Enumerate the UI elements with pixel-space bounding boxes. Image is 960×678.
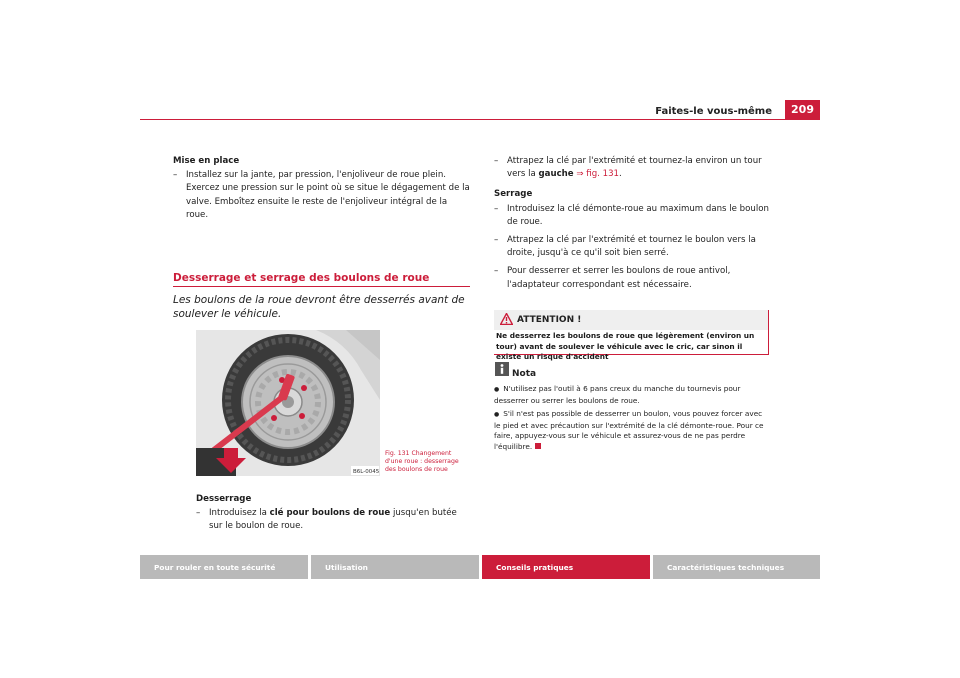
list-item <box>494 155 769 181</box>
list-item-text-pre: Introduisez la <box>209 508 270 519</box>
warning-text: Ne desserrez les boulons de roue que légèrement (environ un tour) avant de soulever le véhicule avec le cric, car sinon il existe un risque d'accident <box>496 331 755 361</box>
list-item-text-bold: gauche <box>538 169 574 180</box>
warning-title: ATTENTION ! <box>517 315 582 325</box>
warning-triangle-icon <box>500 313 513 325</box>
nota-item <box>494 384 769 406</box>
footer-tab-utilisation[interactable]: Utilisation <box>311 555 479 579</box>
dash: – <box>173 170 178 181</box>
list-item <box>196 507 470 533</box>
page-header-title: Faites-le vous-même <box>655 106 772 117</box>
page-number: 209 <box>785 100 820 119</box>
nota-text: N'utilisez pas l'outil à 6 pans creux du manche du tournevis pour desserrer ou serrer les boulons de roue. <box>494 384 741 405</box>
list-item-text: Pour desserrer et serrer les boulons de roue antivol, l'adaptateur correspondant est nécessaire. <box>507 266 731 290</box>
mise-en-place-block <box>173 155 470 227</box>
footer-tab-conseils[interactable]: Conseils pratiques <box>482 555 650 579</box>
section-rule <box>173 286 470 287</box>
list-item-text-bold: clé pour boulons de roue <box>269 508 391 519</box>
section-title: Desserrage et serrage des boulons de roue <box>173 272 430 284</box>
figure-wheel-image <box>196 330 380 476</box>
nota-list <box>494 384 769 456</box>
dash: – <box>494 235 499 246</box>
dash: – <box>494 203 499 214</box>
info-note-icon <box>495 362 509 376</box>
list-item-text-pre: Attrapez la clé par l'extrémité et tournez-la environ un tour vers la <box>507 156 762 180</box>
list-item-text: Introduisez la clé démonte-roue au maximum dans le boulon de roue. <box>507 203 769 227</box>
dash: – <box>494 266 499 277</box>
header-rule <box>140 119 820 120</box>
right-column-text <box>494 155 769 297</box>
figure-caption: Fig. 131 Changement d'une roue : desserrage des boulons de roue <box>385 450 459 473</box>
nota-item <box>494 409 769 452</box>
bullet: ● <box>494 411 500 419</box>
figure-link[interactable]: ⇒ fig. 131 <box>573 169 620 180</box>
dash: – <box>494 156 499 166</box>
bullet: ● <box>494 386 500 393</box>
dash: – <box>196 508 201 519</box>
list-item <box>494 234 769 260</box>
desserrage-block <box>196 493 470 539</box>
nota-text: S'il n'est pas possible de desserrer un boulon, vous pouvez forcer avec le pied et avec précaution sur l'extrémité de la clé démonte-roue. Pour ce faire, appuyez-vous sur le véhicule et assurez-vous de ne pas perdre l'équilibre. <box>494 409 764 451</box>
list-item-text-post: . <box>619 169 622 180</box>
list-item-text: Attrapez la clé par l'extrémité et tournez le boulon vers la droite, jusqu'à ce qu'il soit bien serré. <box>507 235 756 259</box>
heading-desserrage: Desserrage <box>196 494 252 504</box>
figure-code: B6L-0045 <box>353 469 380 475</box>
nota-label: Nota <box>512 369 537 379</box>
list-item-text-post: jusqu'en butée sur le boulon de roue. <box>209 508 457 532</box>
heading-serrage: Serrage <box>494 189 533 200</box>
section-subtitle: Les boulons de la roue devront être desserrés avant de soulever le véhicule. <box>173 294 465 320</box>
list-item <box>173 169 470 222</box>
heading-mise-en-place: Mise en place <box>173 156 240 166</box>
list-item <box>494 203 769 229</box>
wheel-illustration <box>196 330 380 476</box>
list-item-text: Installez sur la jante, par pression, l'enjoliveur de roue plein. Exercez une pression sur le point où se situe le dégagement de la valve. Emboîtez ensuite le reste de l'enjoliveur intégral de la roue. <box>186 170 470 220</box>
end-marker-icon <box>535 443 541 449</box>
footer-tab-securite[interactable]: Pour rouler en toute sécurité <box>140 555 308 579</box>
list-item <box>494 265 769 291</box>
footer-tab-caracteristiques[interactable]: Caractéristiques techniques <box>653 555 820 579</box>
